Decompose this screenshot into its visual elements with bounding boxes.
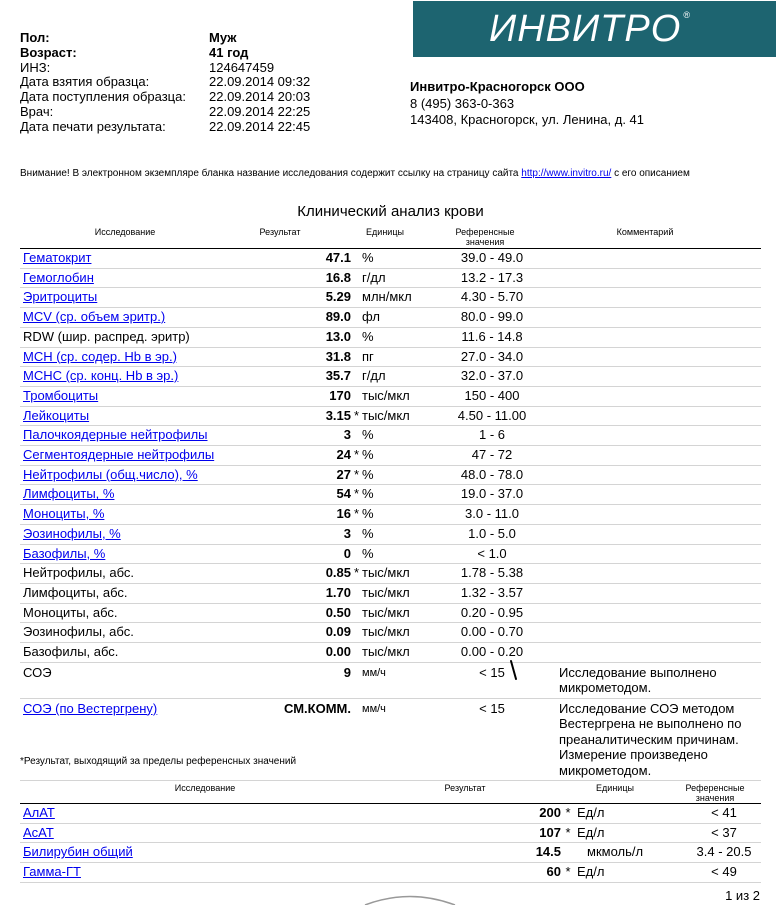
test-name-link[interactable]: Моноциты, % xyxy=(23,506,105,522)
comment-line: Исследование выполнено xyxy=(559,664,717,680)
result-value: 16 xyxy=(251,505,351,525)
bio-header-ref-line1: Референсные xyxy=(685,783,745,793)
unit: Ед/л xyxy=(575,804,687,823)
comment xyxy=(537,544,761,564)
cbc-row xyxy=(20,623,761,643)
result-value: 35.7 xyxy=(251,367,351,387)
inz-label: ИНЗ: xyxy=(20,59,51,75)
comment-line: микрометодом. xyxy=(559,762,652,778)
reference-range: 47 - 72 xyxy=(447,446,537,466)
unit: мкмоль/л xyxy=(575,843,687,863)
comment xyxy=(537,603,761,623)
cbc-row xyxy=(20,603,761,623)
sex-label: Пол: xyxy=(20,30,50,45)
test-name: Моноциты, абс. xyxy=(23,604,118,620)
pen-mark xyxy=(509,659,521,683)
unit: Ед/л xyxy=(575,863,687,883)
unit: тыс/мкл xyxy=(362,386,447,406)
reference-range: 150 - 400 xyxy=(447,386,537,406)
test-name-cell xyxy=(20,643,251,663)
result-value: 0.00 xyxy=(251,643,351,663)
test-name-cell xyxy=(20,544,251,564)
comment xyxy=(537,288,761,308)
reference-range: 11.6 - 14.8 xyxy=(447,327,537,347)
out-of-range-flag xyxy=(351,662,362,698)
cbc-row xyxy=(20,426,761,446)
test-name-cell xyxy=(20,823,503,843)
out-of-range-flag: * xyxy=(561,863,575,883)
out-of-range-flag xyxy=(351,249,362,268)
unit: % xyxy=(362,505,447,525)
cbc-row xyxy=(20,564,761,584)
test-name-cell xyxy=(20,367,251,387)
test-name-link[interactable]: Лейкоциты xyxy=(23,407,90,423)
reference-range: 32.0 - 37.0 xyxy=(447,367,537,387)
col-header-comment: Комментарий xyxy=(616,227,674,237)
comment xyxy=(537,308,761,328)
footnote: *Результат, выходящий за пределы референсных значений xyxy=(20,756,297,767)
col-header-ref-line2: значения xyxy=(465,237,505,247)
out-of-range-flag xyxy=(351,698,362,781)
reference-range: 39.0 - 49.0 xyxy=(447,249,537,268)
unit: тыс/мкл xyxy=(362,583,447,603)
comment xyxy=(537,446,761,466)
bio-header-result: Результат xyxy=(444,783,486,793)
doctor-label: Врач: xyxy=(20,103,54,119)
partial-stamp-arc xyxy=(360,892,460,905)
out-of-range-flag xyxy=(351,544,362,564)
unit: % xyxy=(362,426,447,446)
result-value: 31.8 xyxy=(251,347,351,367)
reference-range: 3.0 - 11.0 xyxy=(447,505,537,525)
comment xyxy=(537,268,761,288)
comment xyxy=(537,485,761,505)
test-name-link[interactable]: Тромбоциты xyxy=(23,387,99,403)
reference-range: 19.0 - 37.0 xyxy=(447,485,537,505)
out-of-range-flag: * xyxy=(351,564,362,584)
test-name-cell xyxy=(20,308,251,328)
test-name-link[interactable]: Базофилы, % xyxy=(23,545,106,561)
reference-range: 0.20 - 0.95 xyxy=(447,603,537,623)
registered-mark: ® xyxy=(683,10,690,20)
unit: % xyxy=(362,465,447,485)
unit: % xyxy=(362,327,447,347)
reference-range: < 41 xyxy=(687,804,761,823)
comment xyxy=(537,327,761,347)
cbc-row xyxy=(20,505,761,525)
test-name: СОЭ xyxy=(23,664,52,680)
test-name-link[interactable]: Гемоглобин xyxy=(23,269,94,285)
result-value: 3 xyxy=(251,426,351,446)
result-value: 3.15 xyxy=(251,406,351,426)
biochem-row xyxy=(20,863,761,883)
cbc-row xyxy=(20,524,761,544)
test-name: Лимфоциты, абс. xyxy=(23,584,128,600)
out-of-range-flag xyxy=(351,327,362,347)
bio-header-test: Исследование xyxy=(174,783,236,793)
reference-range: < 15 xyxy=(447,662,537,698)
invitro-site-link[interactable]: http://www.invitro.ru/ xyxy=(521,168,612,179)
lab-name: Инвитро-Красногорск ООО xyxy=(410,79,585,94)
test-name-link[interactable]: Билирубин общий xyxy=(23,844,133,860)
cbc-row xyxy=(20,288,761,308)
cbc-row xyxy=(20,347,761,367)
reference-range: < 37 xyxy=(687,823,761,843)
unit: % xyxy=(362,485,447,505)
out-of-range-flag xyxy=(351,623,362,643)
unit: % xyxy=(362,544,447,564)
age-label: Возраст: xyxy=(20,44,77,60)
test-name: Базофилы, абс. xyxy=(23,644,119,660)
unit: тыс/мкл xyxy=(362,406,447,426)
test-name-cell xyxy=(20,698,251,781)
warning-note xyxy=(20,168,690,179)
reference-range: 1 - 6 xyxy=(447,426,537,446)
comment xyxy=(537,249,761,268)
unit: тыс/мкл xyxy=(362,623,447,643)
test-name-link[interactable]: АсАТ xyxy=(23,824,54,840)
reference-range: 3.4 - 20.5 xyxy=(687,843,761,863)
bio-header-units: Единицы xyxy=(596,783,634,793)
lab-info xyxy=(410,79,644,129)
cbc-row xyxy=(20,308,761,328)
reference-range: 13.2 - 17.3 xyxy=(447,268,537,288)
result-value: 14.5 xyxy=(503,843,561,863)
result-value: 3 xyxy=(251,524,351,544)
cbc-row xyxy=(20,583,761,603)
result-value: 9 xyxy=(251,662,351,698)
cbc-row xyxy=(20,643,761,663)
test-name-cell xyxy=(20,347,251,367)
unit: г/дл xyxy=(362,367,447,387)
unit: тыс/мкл xyxy=(362,603,447,623)
test-name-cell xyxy=(20,465,251,485)
unit: тыс/мкл xyxy=(362,564,447,584)
cbc-row xyxy=(20,446,761,466)
invitro-logo xyxy=(413,1,776,57)
out-of-range-flag: * xyxy=(351,446,362,466)
comment xyxy=(537,643,761,663)
result-value: 47.1 xyxy=(251,249,351,268)
cbc-row xyxy=(20,386,761,406)
result-value: 0 xyxy=(251,544,351,564)
result-value: 1.70 xyxy=(251,583,351,603)
esr-row xyxy=(20,662,761,698)
col-header-test: Исследование xyxy=(94,227,156,237)
test-name-cell xyxy=(20,446,251,466)
result-value: 13.0 xyxy=(251,327,351,347)
out-of-range-flag: * xyxy=(351,465,362,485)
result-value: 0.50 xyxy=(251,603,351,623)
reference-range: 27.0 - 34.0 xyxy=(447,347,537,367)
unit: % xyxy=(362,524,447,544)
test-name-cell xyxy=(20,406,251,426)
received-label: Дата поступления образца: xyxy=(20,89,186,105)
test-name-link[interactable]: MCHC (ср. конц. Hb в эр.) xyxy=(23,368,179,384)
page-number: 1 из 2 xyxy=(725,888,760,903)
out-of-range-flag xyxy=(351,268,362,288)
test-name-link[interactable]: Гамма-ГТ xyxy=(23,864,81,880)
cbc-table xyxy=(20,249,761,781)
bio-header-ref xyxy=(670,783,760,803)
test-name-cell xyxy=(20,386,251,406)
out-of-range-flag: * xyxy=(351,406,362,426)
result-value: 170 xyxy=(251,386,351,406)
out-of-range-flag: * xyxy=(561,804,575,823)
test-name: Нейтрофилы, абс. xyxy=(23,565,135,581)
reference-range: 4.50 - 11.00 xyxy=(447,406,537,426)
comment xyxy=(537,465,761,485)
comment-line: преаналитическим причинам. xyxy=(559,731,739,747)
test-name-link[interactable]: Лимфоциты, % xyxy=(23,486,115,502)
unit: тыс/мкл xyxy=(362,643,447,663)
test-name-cell xyxy=(20,485,251,505)
col-header-units: Единицы xyxy=(366,227,404,237)
cbc-row xyxy=(20,544,761,564)
test-name-cell xyxy=(20,662,251,698)
unit: % xyxy=(362,249,447,268)
esr-row xyxy=(20,698,761,781)
comment xyxy=(537,623,761,643)
out-of-range-flag xyxy=(351,288,362,308)
age-value: 41 год xyxy=(209,44,249,60)
test-name-link[interactable]: MCV (ср. объем эритр.) xyxy=(23,309,166,325)
comment-line: микрометодом. xyxy=(559,680,652,696)
section-title: Клинический анализ крови xyxy=(297,203,484,220)
cbc-row xyxy=(20,327,761,347)
printed-value: 22.09.2014 22:45 xyxy=(209,118,311,134)
unit: мм/ч xyxy=(362,698,447,781)
out-of-range-flag xyxy=(351,603,362,623)
cbc-row xyxy=(20,367,761,387)
test-name-cell xyxy=(20,583,251,603)
reference-range: 1.0 - 5.0 xyxy=(447,524,537,544)
comment-line: Вестергрена не выполнено по xyxy=(559,716,742,732)
comment xyxy=(537,698,761,781)
reference-range: < 49 xyxy=(687,863,761,883)
test-name: Эозинофилы, абс. xyxy=(23,624,134,640)
result-value: 5.29 xyxy=(251,288,351,308)
test-name-cell xyxy=(20,564,251,584)
cbc-row xyxy=(20,485,761,505)
test-name-cell xyxy=(20,603,251,623)
out-of-range-flag xyxy=(351,524,362,544)
biochem-row xyxy=(20,843,761,863)
test-name-link[interactable]: Палочкоядерные нейтрофилы xyxy=(23,427,208,443)
out-of-range-flag xyxy=(351,426,362,446)
test-name-link[interactable]: Эритроциты xyxy=(23,289,98,305)
out-of-range-flag: * xyxy=(351,505,362,525)
out-of-range-flag: * xyxy=(561,823,575,843)
comment xyxy=(537,406,761,426)
reference-range: 0.00 - 0.70 xyxy=(447,623,537,643)
test-name-link[interactable]: Гематокрит xyxy=(23,250,92,265)
test-name-link[interactable]: MCH (ср. содер. Hb в эр.) xyxy=(23,348,177,364)
result-value: 54 xyxy=(251,485,351,505)
out-of-range-flag xyxy=(351,367,362,387)
cbc-row xyxy=(20,268,761,288)
result-value: 24 xyxy=(251,446,351,466)
test-name-link[interactable]: Эозинофилы, % xyxy=(23,525,121,541)
out-of-range-flag xyxy=(351,643,362,663)
doctor-value: 22.09.2014 22:25 xyxy=(209,103,311,119)
reference-range: 48.0 - 78.0 xyxy=(447,465,537,485)
reference-range: 1.78 - 5.38 xyxy=(447,564,537,584)
comment xyxy=(537,583,761,603)
result-value: 0.85 xyxy=(251,564,351,584)
printed-label: Дата печати результата: xyxy=(20,118,166,134)
test-name-cell xyxy=(20,843,503,863)
reference-range: 1.32 - 3.57 xyxy=(447,583,537,603)
test-name-cell xyxy=(20,288,251,308)
comment xyxy=(537,347,761,367)
cbc-row xyxy=(20,249,761,268)
reference-range: < 15 xyxy=(447,698,537,781)
comment xyxy=(537,662,761,698)
reference-range: 0.00 - 0.20 xyxy=(447,643,537,663)
unit: г/дл xyxy=(362,268,447,288)
warning-text-end: с его описанием xyxy=(611,168,690,179)
result-value: 27 xyxy=(251,465,351,485)
test-name-link[interactable]: Нейтрофилы (общ.число), % xyxy=(23,466,198,482)
test-name-cell xyxy=(20,623,251,643)
comment xyxy=(537,564,761,584)
comment-line: Исследование СОЭ методом xyxy=(559,700,735,716)
comment xyxy=(537,426,761,446)
cbc-row xyxy=(20,465,761,485)
test-name-cell xyxy=(20,505,251,525)
received-value: 22.09.2014 20:03 xyxy=(209,89,311,105)
comment xyxy=(537,524,761,544)
unit: фл xyxy=(362,308,447,328)
test-name-link[interactable]: АлАТ xyxy=(23,805,55,820)
test-name-cell xyxy=(20,524,251,544)
biochem-table xyxy=(20,804,761,883)
col-header-result: Результат xyxy=(259,227,301,237)
patient-info xyxy=(20,31,310,135)
out-of-range-flag xyxy=(351,308,362,328)
out-of-range-flag xyxy=(351,386,362,406)
unit: пг xyxy=(362,347,447,367)
unit: Ед/л xyxy=(575,823,687,843)
test-name-cell xyxy=(20,426,251,446)
test-name: RDW (шир. распред. эритр) xyxy=(23,328,190,344)
unit: % xyxy=(362,446,447,466)
test-name-cell xyxy=(20,863,503,883)
reference-range: < 1.0 xyxy=(447,544,537,564)
result-value: 200 xyxy=(503,804,561,823)
col-header-ref-line1: Референсные xyxy=(455,227,515,237)
result-value: СМ.КОММ. xyxy=(251,698,351,781)
out-of-range-flag xyxy=(351,347,362,367)
test-name-link[interactable]: СОЭ (по Вестергрену) xyxy=(23,700,158,716)
sex-value: Муж xyxy=(209,30,237,45)
test-name-cell xyxy=(20,804,503,823)
unit: млн/мкл xyxy=(362,288,447,308)
out-of-range-flag xyxy=(351,583,362,603)
result-value: 0.09 xyxy=(251,623,351,643)
result-value: 60 xyxy=(503,863,561,883)
test-name-cell xyxy=(20,327,251,347)
result-value: 107 xyxy=(503,823,561,843)
inz-value: 124647459 xyxy=(209,59,275,75)
test-name-cell xyxy=(20,268,251,288)
lab-phone: 8 (495) 363-0-363 xyxy=(410,95,515,111)
out-of-range-flag: * xyxy=(351,485,362,505)
cbc-row xyxy=(20,406,761,426)
taken-value: 22.09.2014 09:32 xyxy=(209,74,311,90)
result-value: 89.0 xyxy=(251,308,351,328)
lab-address: 143408, Красногорск, ул. Ленина, д. 41 xyxy=(410,112,644,127)
test-name-link[interactable]: Сегментоядерные нейтрофилы xyxy=(23,447,215,463)
out-of-range-flag xyxy=(561,843,575,863)
comment xyxy=(537,367,761,387)
biochem-row xyxy=(20,823,761,843)
reference-range: 80.0 - 99.0 xyxy=(447,308,537,328)
logo-text: ИНВИТРО xyxy=(489,7,682,50)
reference-range: 4.30 - 5.70 xyxy=(447,288,537,308)
bio-header-ref-line2: значения xyxy=(695,793,735,803)
comment xyxy=(537,386,761,406)
test-name-cell xyxy=(20,249,251,268)
warning-text: Внимание! В электронном экземпляре бланка название исследования содержит ссылку на страницу сайта xyxy=(20,168,522,179)
biochem-row xyxy=(20,804,761,823)
taken-label: Дата взятия образца: xyxy=(20,74,150,90)
comment xyxy=(537,505,761,525)
unit: мм/ч xyxy=(362,662,447,698)
col-header-ref xyxy=(440,227,530,247)
comment-line: Измерение произведено xyxy=(559,747,708,763)
result-value: 16.8 xyxy=(251,268,351,288)
